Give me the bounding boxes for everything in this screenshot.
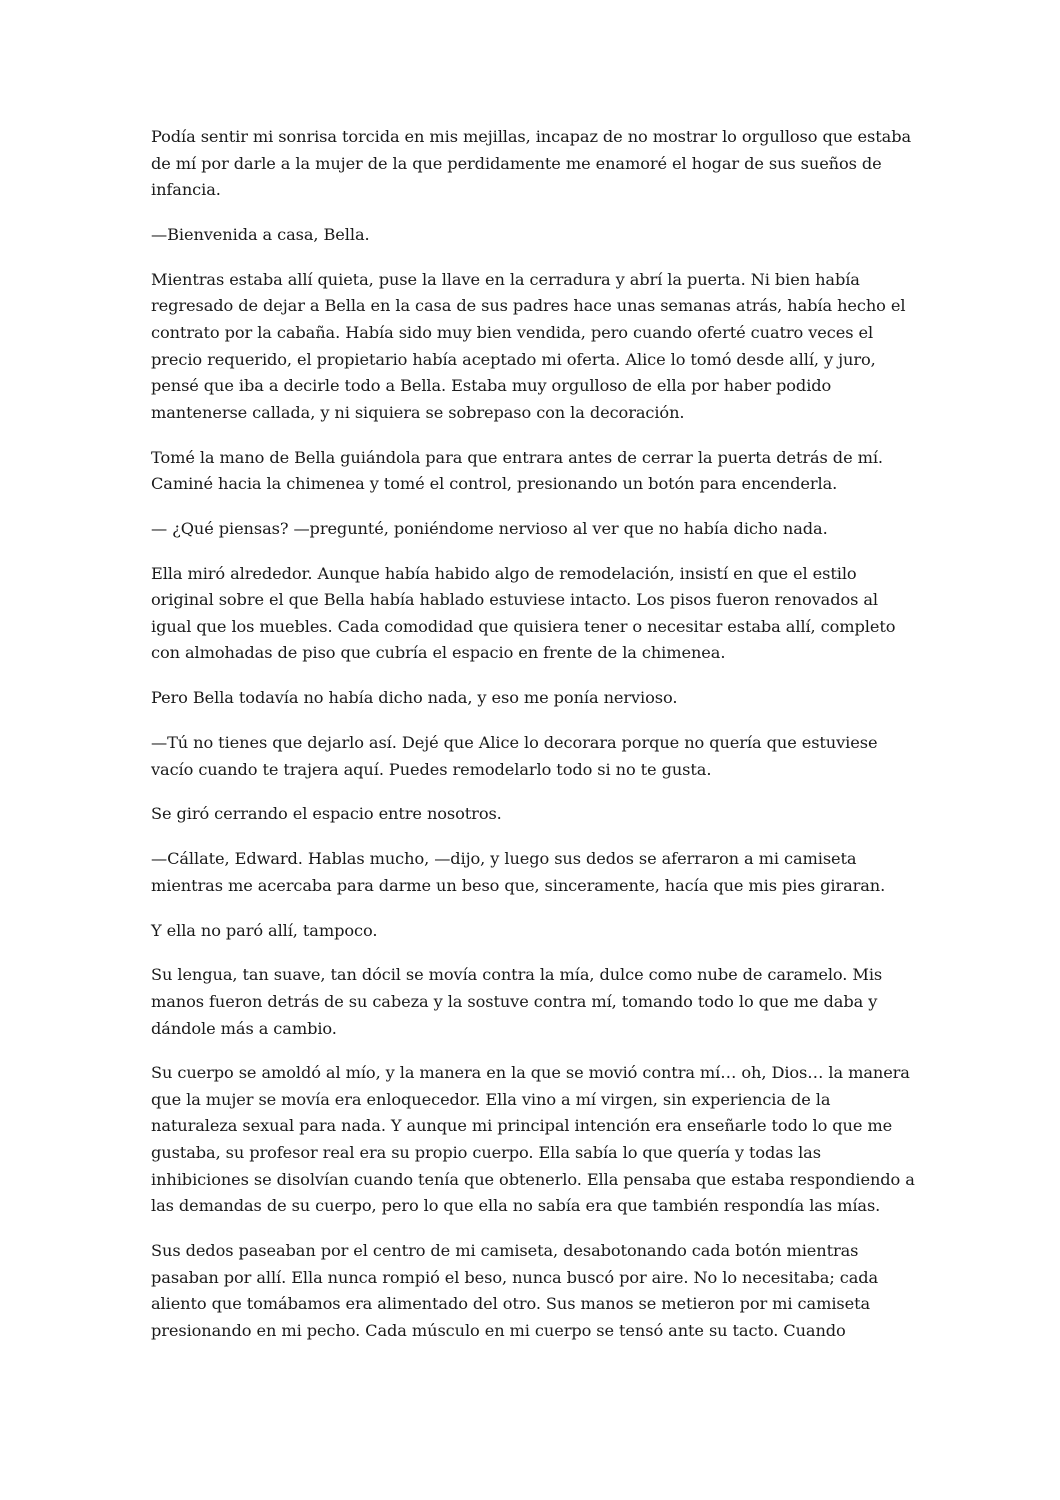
paragraph-12: Su lengua, tan suave, tan dócil se movía contra la mía, dulce como nube de caramelo. Mis manos fueron detrás de su cabeza y la sostuve contra mí, tomando todo lo que me daba y dándole más a cambio. <box>151 965 883 1038</box>
paragraph-14: Sus dedos paseaban por el centro de mi camiseta, desabotonando cada botón mientras pasaban por allí. Ella nunca rompió el beso, nunca buscó por aire. No lo necesitaba; cada aliento que tomábamos era alimentado del otro. Sus manos se metieron por mi camiseta presionando en mi pecho. Cada músculo en mi cuerpo se tensó ante su tacto. Cuando <box>151 1241 879 1340</box>
paragraph-1: Podía sentir mi sonrisa torcida en mis mejillas, incapaz de no mostrar lo orgulloso que estaba de mí por darle a la mujer de la que perdidamente me enamoré el hogar de sus sueños de infancia. <box>151 127 912 200</box>
paragraph-10: —Cállate, Edward. Hablas mucho, —dijo, y luego sus dedos se aferraron a mi camiseta mientras me acercaba para darme un beso que, sinceramente, hacía que mis pies giraran. <box>151 849 886 895</box>
paragraph-6: Ella miró alrededor. Aunque había habido algo de remodelación, insistí en que el estilo original sobre el que Bella había hablado estuviese intacto. Los pisos fueron renovados al igual que los muebles. Cada comodidad que quisiera tener o necesitar estaba allí, completo con almohadas de piso que cubría el espacio en frente de la chimenea. <box>151 563 896 663</box>
paragraph-2: —Bienvenida a casa, Bella. <box>151 224 370 244</box>
paragraph-8: —Tú no tienes que dejarlo así. Dejé que Alice lo decorara porque no quería que estuviese vacío cuando te trajera aquí. Puedes remodelarlo todo si no te gusta. <box>151 733 878 779</box>
paragraph-9: Se giró cerrando el espacio entre nosotros. <box>151 804 502 824</box>
paragraph-11: Y ella no paró allí, tampoco. <box>151 920 378 940</box>
paragraph-4: Tomé la mano de Bella guiándola para que entrara antes de cerrar la puerta detrás de mí. Caminé hacia la chimenea y tomé el control, presionando un botón para encenderla. <box>151 447 883 494</box>
document-page <box>151 124 921 1344</box>
paragraph-13: Su cuerpo se amoldó al mío, y la manera en la que se movió contra mí… oh, Dios… la manera que la mujer se movía era enloquecedor. Ella vino a mí virgen, sin experiencia de la naturaleza sexual para nada. Y aunque mi principal intención era enseñarle todo lo que me gustaba, su profesor real era su propio cuerpo. Ella sabía lo que quería y todas las inhibiciones se disolvían cuando tenía que obtenerlo. Ella pensaba que estaba respondiendo a las demandas de su cuerpo, pero lo que ella no sabía era que también respondía las mías. <box>151 1063 915 1216</box>
paragraph-5: — ¿Qué piensas? —pregunté, poniéndome nervioso al ver que no había dicho nada. <box>151 518 828 538</box>
paragraph-7: Pero Bella todavía no había dicho nada, y eso me ponía nervioso. <box>151 688 678 708</box>
paragraph-3: Mientras estaba allí quieta, puse la llave en la cerradura y abrí la puerta. Ni bien había regresado de dejar a Bella en la casa de sus padres hace unas semanas atrás, había hecho el contrato por la cabaña. Había sido muy bien vendida, pero cuando oferté cuatro veces el precio requerido, el propietario había aceptado mi oferta. Alice lo tomó desde allí, y juro, pensé que iba a decirle todo a Bella. Estaba muy orgulloso de ella por haber podido mantenerse callada, y ni siquiera se sobrepaso con la decoración. <box>151 269 906 422</box>
